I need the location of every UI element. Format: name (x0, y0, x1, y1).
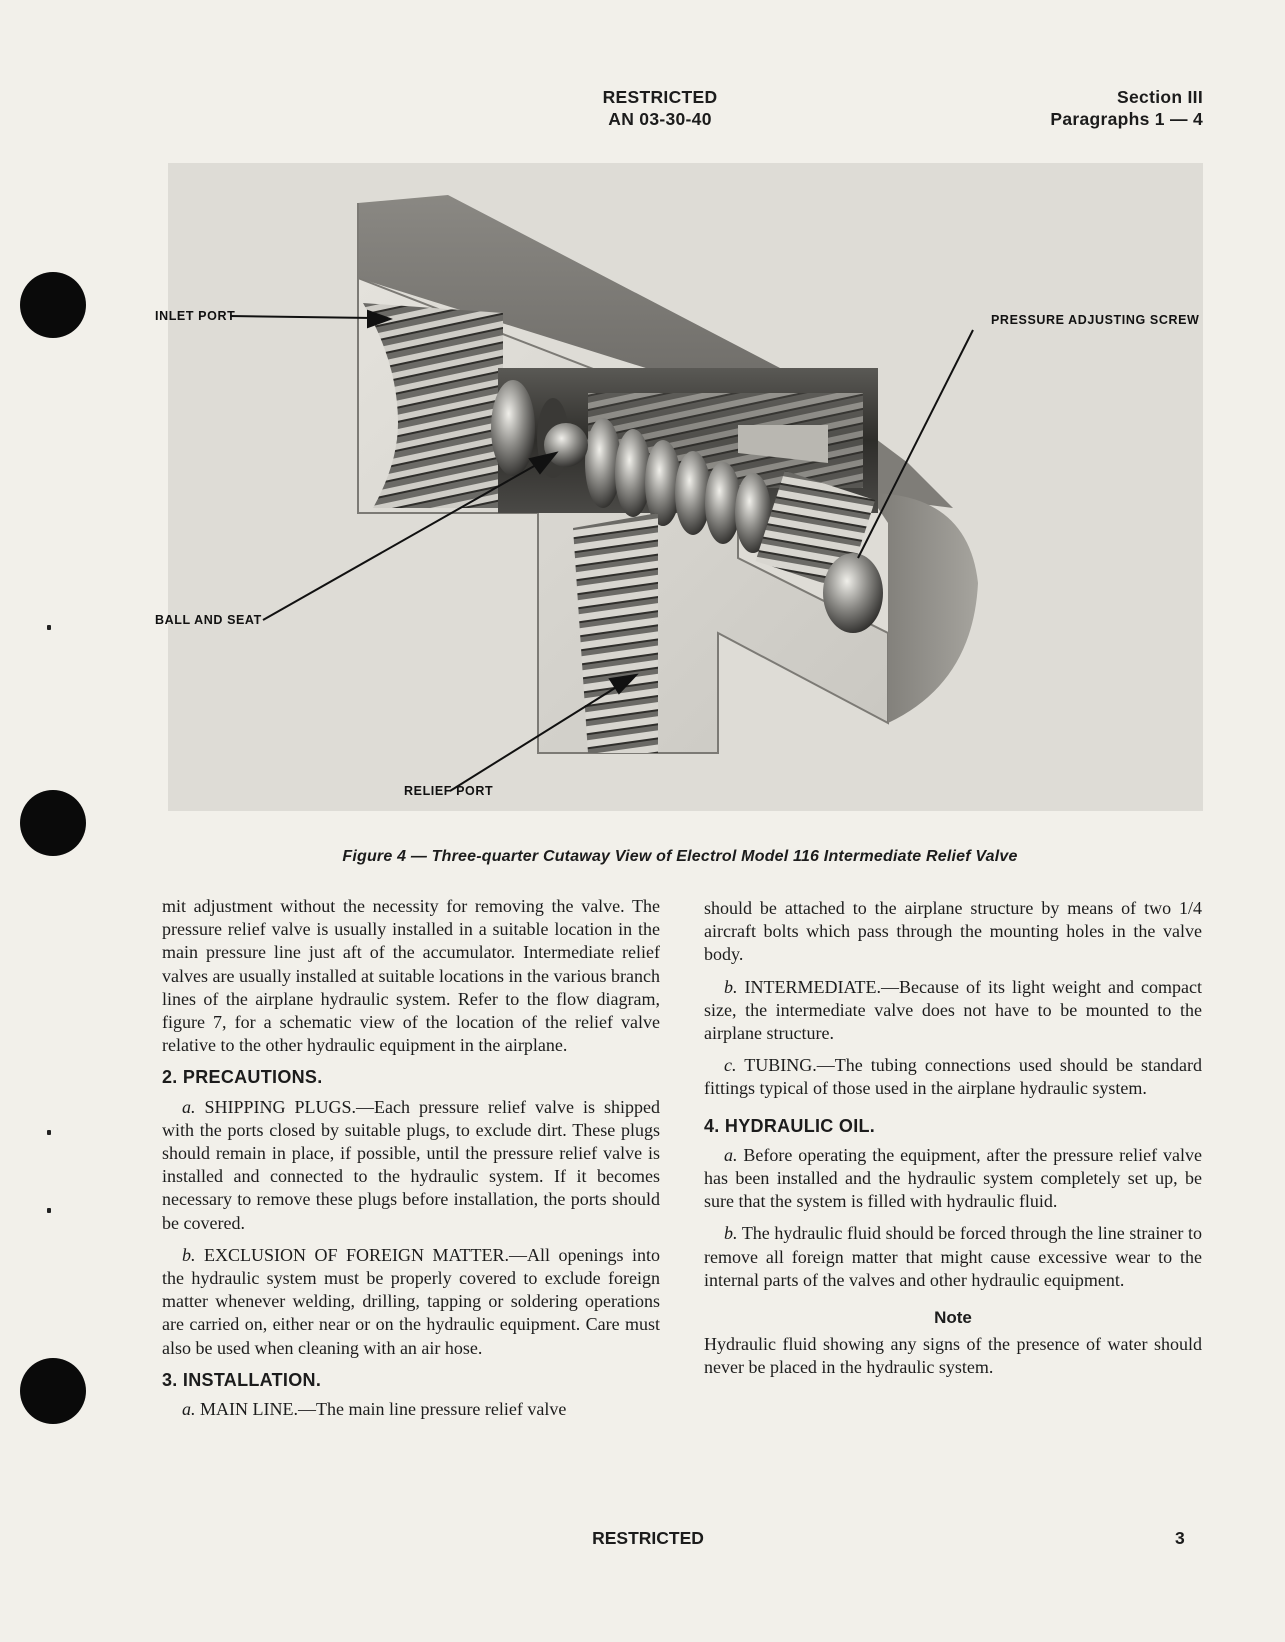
label-2a: a. (182, 1096, 196, 1117)
paragraph-3a (162, 1398, 660, 1421)
note-text: Hydraulic fluid showing any signs of the presence of water should never be placed in the hydraulic system. (704, 1334, 1202, 1378)
text-4a: Before operating the equipment, after the pressure relief valve has been installed and the hydraulic system completely set up, be sure that the system is filled with hydraulic fluid. (704, 1144, 1203, 1212)
binder-hole-middle (20, 790, 86, 856)
figure-caption: Figure 4 — Three-quarter Cutaway View of Electrol Model 116 Intermediate Relief Valve (342, 848, 1018, 865)
speck (47, 1130, 51, 1135)
heading-precautions: 2. PRECAUTIONS. (162, 1067, 323, 1088)
valve-cutaway-illustration (168, 163, 1203, 811)
text-2a: SHIPPING PLUGS.—Each pressure relief valve is shipped with the ports closed by suitable plugs, to exclude dirt. These plugs should remain in place, if possible, until the pressure relief valve is installed and connected to the hydraulic system. If it becomes necessary to remove these plugs before installation, the ports should be covered. (162, 1096, 661, 1233)
footer-classification: RESTRICTED (592, 1528, 704, 1548)
speck (47, 625, 51, 630)
relief-port-threads (573, 513, 658, 753)
page-header-right (1050, 86, 1203, 130)
header-section: Section III (1117, 87, 1203, 107)
text-3b: INTERMEDIATE.—Because of its light weight and compact size, the intermediate valve does not have to be mounted to the airplane structure. (704, 976, 1202, 1044)
binder-hole-bottom (20, 1358, 86, 1424)
binder-hole-top (20, 272, 86, 338)
speck (47, 1208, 51, 1213)
text-2b: EXCLUSION OF FOREIGN MATTER.—All openings into the hydraulic system must be properly covered to exclude foreign matter whenever welding, drilling, tapping or soldering operations are carried on, either near or on the hydraulic equipment. Care must also be used when cleaning with an air hose. (162, 1244, 660, 1358)
paragraph-2a (162, 1096, 660, 1235)
heading-installation: 3. INSTALLATION. (162, 1369, 322, 1390)
continuation-paragraph: should be attached to the airplane structure by means of two 1/4 aircraft bolts which pass through the mounting holes in the valve body. (704, 898, 1202, 965)
paragraph-4a (704, 1144, 1202, 1214)
paragraph-2b (162, 1244, 660, 1360)
callout-inlet-port: INLET PORT (155, 309, 236, 323)
callout-ball-and-seat: BALL AND SEAT (155, 613, 262, 627)
label-4b: b. (724, 1223, 738, 1244)
note-title: Note (934, 1308, 972, 1328)
paragraph-3b (704, 976, 1202, 1046)
left-column (162, 895, 660, 1430)
valve-cutaway-figure (155, 163, 1203, 811)
label-3b: b. (724, 976, 738, 997)
heading-hydraulic-oil: 4. HYDRAULIC OIL. (704, 1115, 876, 1136)
label-2b: b. (182, 1244, 196, 1265)
text-3c: TUBING.—The tubing connections used should be standard fittings typical of those used in the airplane hydraulic system. (704, 1055, 1202, 1099)
text-4b: The hydraulic fluid should be forced through the line strainer to remove all foreign matter that might cause excessive wear to the internal parts of the valves and other hydraulic equipment. (704, 1223, 1202, 1290)
label-4a: a. (724, 1144, 738, 1165)
callout-pressure-adjusting-screw: PRESSURE ADJUSTING SCREW (991, 313, 1200, 327)
page-number: 3 (1175, 1528, 1185, 1548)
label-3a: a. (182, 1399, 196, 1420)
header-paragraphs: Paragraphs 1 — 4 (1050, 109, 1203, 129)
header-doc-number: AN 03-30-40 (608, 109, 712, 129)
text-3a: MAIN LINE.—The main line pressure relief valve (200, 1399, 567, 1420)
callout-relief-port: RELIEF PORT (404, 784, 494, 798)
right-column (704, 897, 1202, 1389)
paragraph-4b (704, 1222, 1202, 1292)
label-3c: c. (724, 1055, 737, 1076)
paragraph-3c (704, 1054, 1202, 1100)
header-classification: RESTRICTED (602, 87, 718, 107)
page-header-center (540, 86, 780, 130)
intro-paragraph: mit adjustment without the necessity for removing the valve. The pressure relief valve is usually installed in a suitable location in the main pressure line just aft of the accumulator. Intermediate relief valves are usually installed at suitable locations in the various branch lines of the airplane hydraulic system. Refer to the flow diagram, figure 7, for a schematic view of the location of the relief valve relative to the other hydraulic equipment in the airplane. (162, 896, 660, 1056)
